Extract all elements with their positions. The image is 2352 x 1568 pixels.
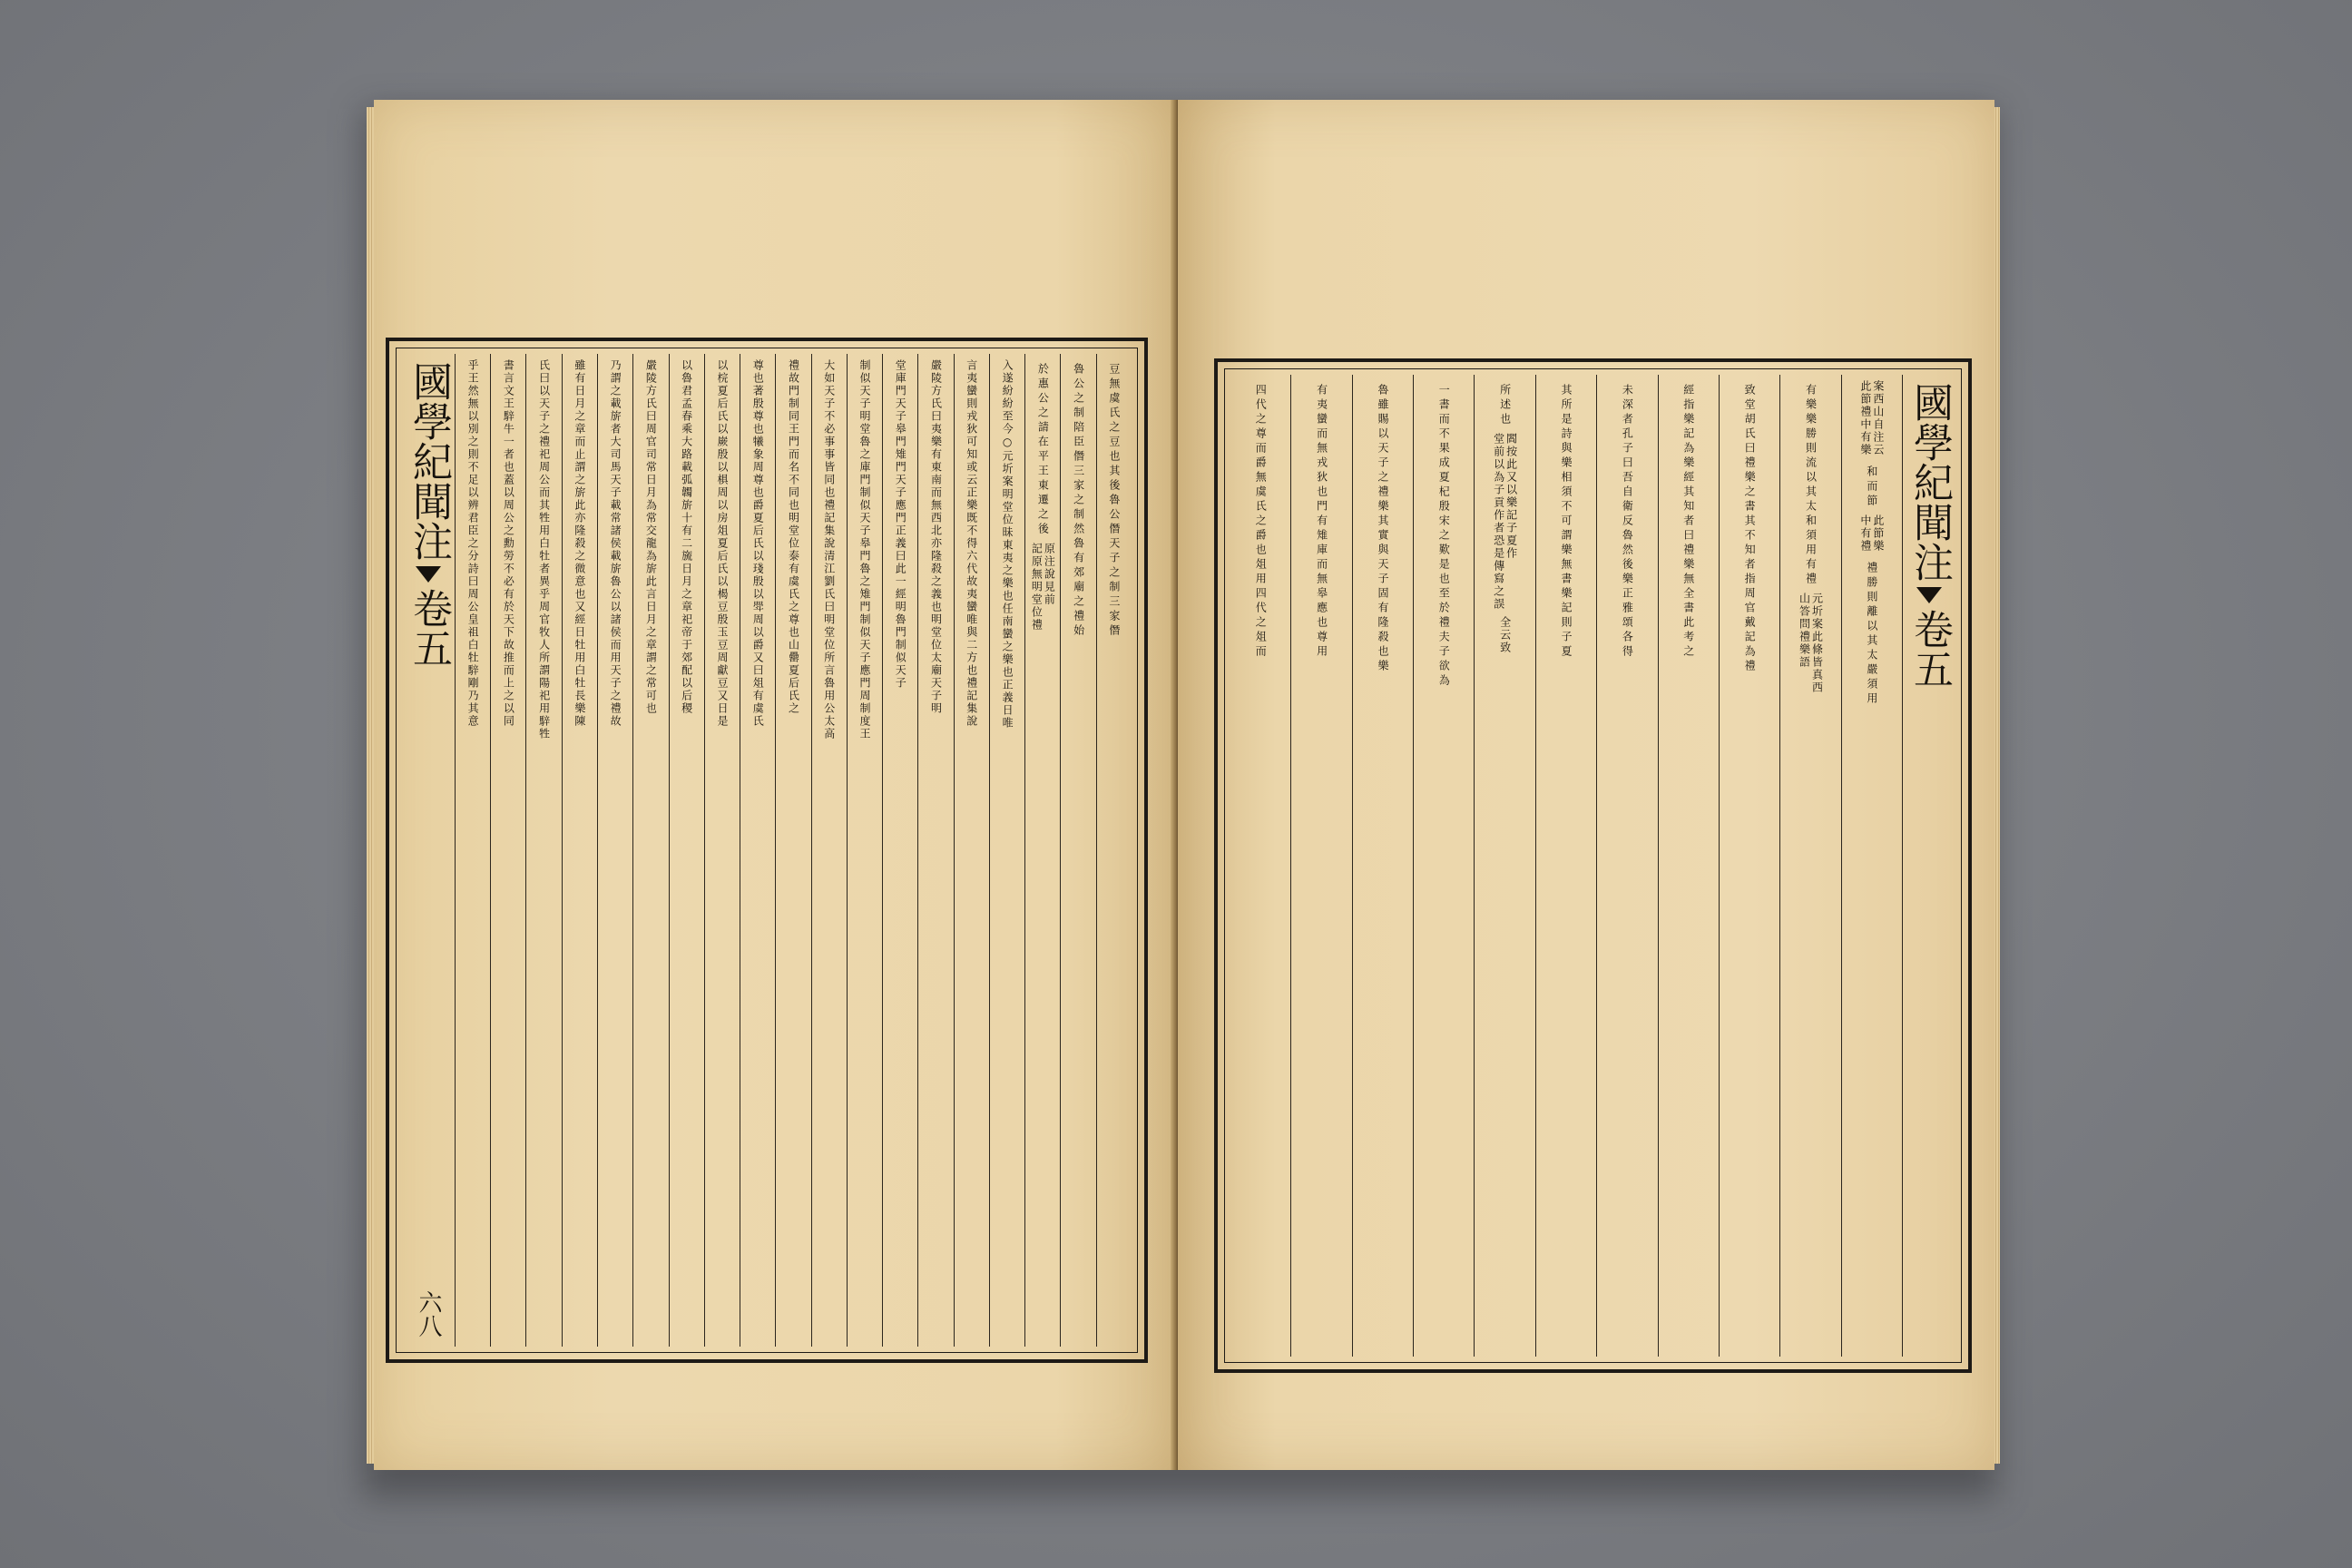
right_page-text-column — [1413, 375, 1474, 1357]
inline-note — [1494, 427, 1517, 611]
note-text: 中有禮 — [1858, 514, 1872, 553]
note-text: 此節樂 — [1871, 514, 1885, 553]
commentary-text: 堂庫門天子皋門雉門天子應門正義曰此一經明魯門制似天子 — [894, 359, 907, 690]
right_page-margin-column — [1902, 375, 1955, 1357]
right_page-text-column — [1596, 375, 1657, 1357]
left_page-text-column — [455, 354, 490, 1347]
right_page-text-column — [1658, 375, 1719, 1357]
column-wrap — [1860, 375, 1884, 1357]
left_page-text-column — [775, 354, 810, 1347]
main-text: 四代之尊而爵無虞氏之爵也俎用四代之俎而 — [1254, 384, 1268, 660]
left_page-text-column — [882, 354, 917, 1347]
commentary-text: 書言文王騂牛一者也蓋以周公之勳勞不必有於天下故推而上之以同 — [502, 359, 515, 728]
left_page-text-column — [1060, 354, 1095, 1347]
commentary-text: 言夷蠻則戎狄可知或云正樂既不得六代故夷蠻唯與二方也禮記集說 — [965, 359, 978, 728]
commentary-text: 以梡夏后氏以嶡殷以椇周以房俎夏后氏以楬豆殷玉豆周獻豆又日是 — [715, 359, 729, 728]
main-text: 經指樂記為樂經其知者曰禮樂無全書此考之 — [1681, 384, 1695, 660]
main-text: 豆無虞氏之豆也其後魯公僭天子之制三家僭 — [1107, 363, 1121, 639]
left-text-frame — [386, 338, 1148, 1363]
left_page-text-column — [597, 354, 632, 1347]
note-text: 山答問禮樂語 — [1798, 593, 1811, 669]
left_page-text-column — [811, 354, 847, 1347]
left_page-text-column — [1096, 354, 1132, 1347]
main-text: 禮勝則離以其太嚴須用 — [1865, 562, 1878, 707]
commentary-text: 雖有日月之章而止謂之旂此亦隆殺之微意也又經日牡用白牡長樂陳 — [573, 359, 586, 728]
note-text: 記原無明堂位禮 — [1030, 543, 1044, 632]
main-text: 有夷蠻而無戎狄也門有雉庫而無皋應也尊用 — [1315, 384, 1328, 660]
right_page-text-column — [1841, 375, 1902, 1357]
commentary-text: 乎王然無以別之則不足以辨君臣之分詩曰周公皇祖白牡騂剛乃其意 — [466, 359, 480, 728]
note-text: 元圻案此條皆真西 — [1810, 593, 1824, 694]
main-text: 一書而不果成夏杞殷宋之歎是也至於禮夫子欲為 — [1437, 384, 1451, 689]
right_page-margin-chapter: 卷五 — [1906, 609, 1953, 689]
main-text: 於惠公之請在平王東遷之後 — [1036, 363, 1050, 537]
main-text: 未深者孔子曰吾自衛反魯然後樂正雅頌各得 — [1621, 384, 1634, 660]
note-text: 堂前以為子貢作者恐是傳寫之誤 — [1492, 433, 1505, 611]
right_page-text-column — [1535, 375, 1596, 1357]
right_page-text-column — [1779, 375, 1840, 1357]
right-text-frame — [1214, 358, 1972, 1373]
main-text: 有樂樂勝則流以其太和須用有禮 — [1804, 384, 1818, 587]
fish-tail-mark — [416, 566, 441, 583]
left_page-text-column — [740, 354, 775, 1347]
commentary-text: 乃謂之載旂者大司馬天子載常諸侯載旂魯公以諸侯而用天子之禮故 — [609, 359, 622, 728]
left_page-text-column — [954, 354, 989, 1347]
commentary-text: 禮故門制同王門而名不同也明堂位泰有虞氏之尊也山罍夏后氏之 — [787, 359, 800, 715]
left_page-text-column — [989, 354, 1024, 1347]
right_page-text-column — [1230, 375, 1290, 1357]
column-wrap — [1798, 375, 1822, 1357]
commentary-text: 大如天子不必事事皆同也禮記集說清江劉氏曰明堂位所言魯用公太高 — [822, 359, 836, 740]
commentary-text: 以魯君孟春乘大路載弧韣旂十有二旒日月之章祀帝于郊配以后稷 — [680, 359, 693, 715]
left_page-text-column — [847, 354, 882, 1347]
main-text: 魯雖賜以天子之禮樂其實與天子固有隆殺也樂 — [1376, 384, 1389, 674]
left_page-text-column — [490, 354, 525, 1347]
inline-note — [1031, 537, 1054, 632]
note-text: 案西山自注云 — [1871, 380, 1885, 456]
commentary-text: 嚴陵方氏曰周官司常日月為常交龍為旂此言日月之章謂之常可也 — [644, 359, 658, 715]
commentary-text: 嚴陵方氏曰夷樂有東南而無西北亦隆殺之義也明堂位太廟天子明 — [929, 359, 943, 715]
commentary-text: 尊也著殷尊也犧象周尊也爵夏后氏以琖殷以斝周以爵又曰俎有虞氏 — [751, 359, 765, 728]
right_page-text-column — [1719, 375, 1779, 1357]
main-text: 魯公之制陪臣僭三家之制然魯有郊廟之禮始 — [1072, 363, 1085, 639]
right-columns — [1230, 375, 1955, 1357]
note-text: 此節禮中有樂 — [1858, 380, 1872, 456]
fish-tail-mark — [1916, 587, 1942, 603]
right_page-text-column — [1474, 375, 1534, 1357]
left_page-text-column — [669, 354, 704, 1347]
inline-note — [1860, 375, 1884, 456]
right_page-margin-title: 國學紀聞注 — [1906, 382, 1953, 582]
left_page-text-column — [562, 354, 597, 1347]
left_page-margin-title: 國學紀聞注 — [405, 361, 452, 561]
commentary-text: 氏曰以天子之禮祀周公而其牲用白牡者異乎周官牧人所謂陽祀用騂牲 — [537, 359, 551, 740]
main-text: 其所是詩與樂相須不可謂樂無書樂記則子夏 — [1560, 384, 1573, 660]
inline-note — [1500, 611, 1511, 654]
left_page-text-column — [1024, 354, 1060, 1347]
right_page-text-column — [1290, 375, 1351, 1357]
left_page-text-column — [917, 354, 953, 1347]
right_page-text-column — [1352, 375, 1413, 1357]
left_page-margin-column — [402, 354, 455, 1347]
left_page-text-column — [632, 354, 668, 1347]
note-text: 閻按此又以樂記子夏作 — [1504, 433, 1518, 560]
inline-note — [1798, 587, 1822, 694]
left-columns — [402, 354, 1132, 1347]
column-wrap — [1494, 375, 1517, 1357]
main-text: 和而節 — [1865, 466, 1878, 509]
note-text: 原注說見前 — [1043, 543, 1056, 606]
commentary-text: 入遂紛紛至今○元圻案明堂位昧東夷之樂也任南蠻之樂也正義日唯 — [1001, 359, 1014, 730]
main-text: 所述也 — [1498, 384, 1512, 427]
left_page-text-column — [704, 354, 740, 1347]
column-wrap — [1031, 354, 1054, 1347]
commentary-text: 制似天子明堂魯之庫門制似天子皋門魯之雉門制似天子應門周制度王 — [858, 359, 871, 740]
inline-note — [1860, 509, 1884, 553]
left_page-text-column — [525, 354, 561, 1347]
main-text: 致堂胡氏曰禮樂之書其不知者指周官戴記為禮 — [1743, 384, 1757, 674]
left_page-folio: 六八 — [414, 1290, 442, 1338]
left_page-margin-chapter: 卷五 — [405, 588, 452, 668]
note-text: 全云致 — [1498, 616, 1512, 654]
